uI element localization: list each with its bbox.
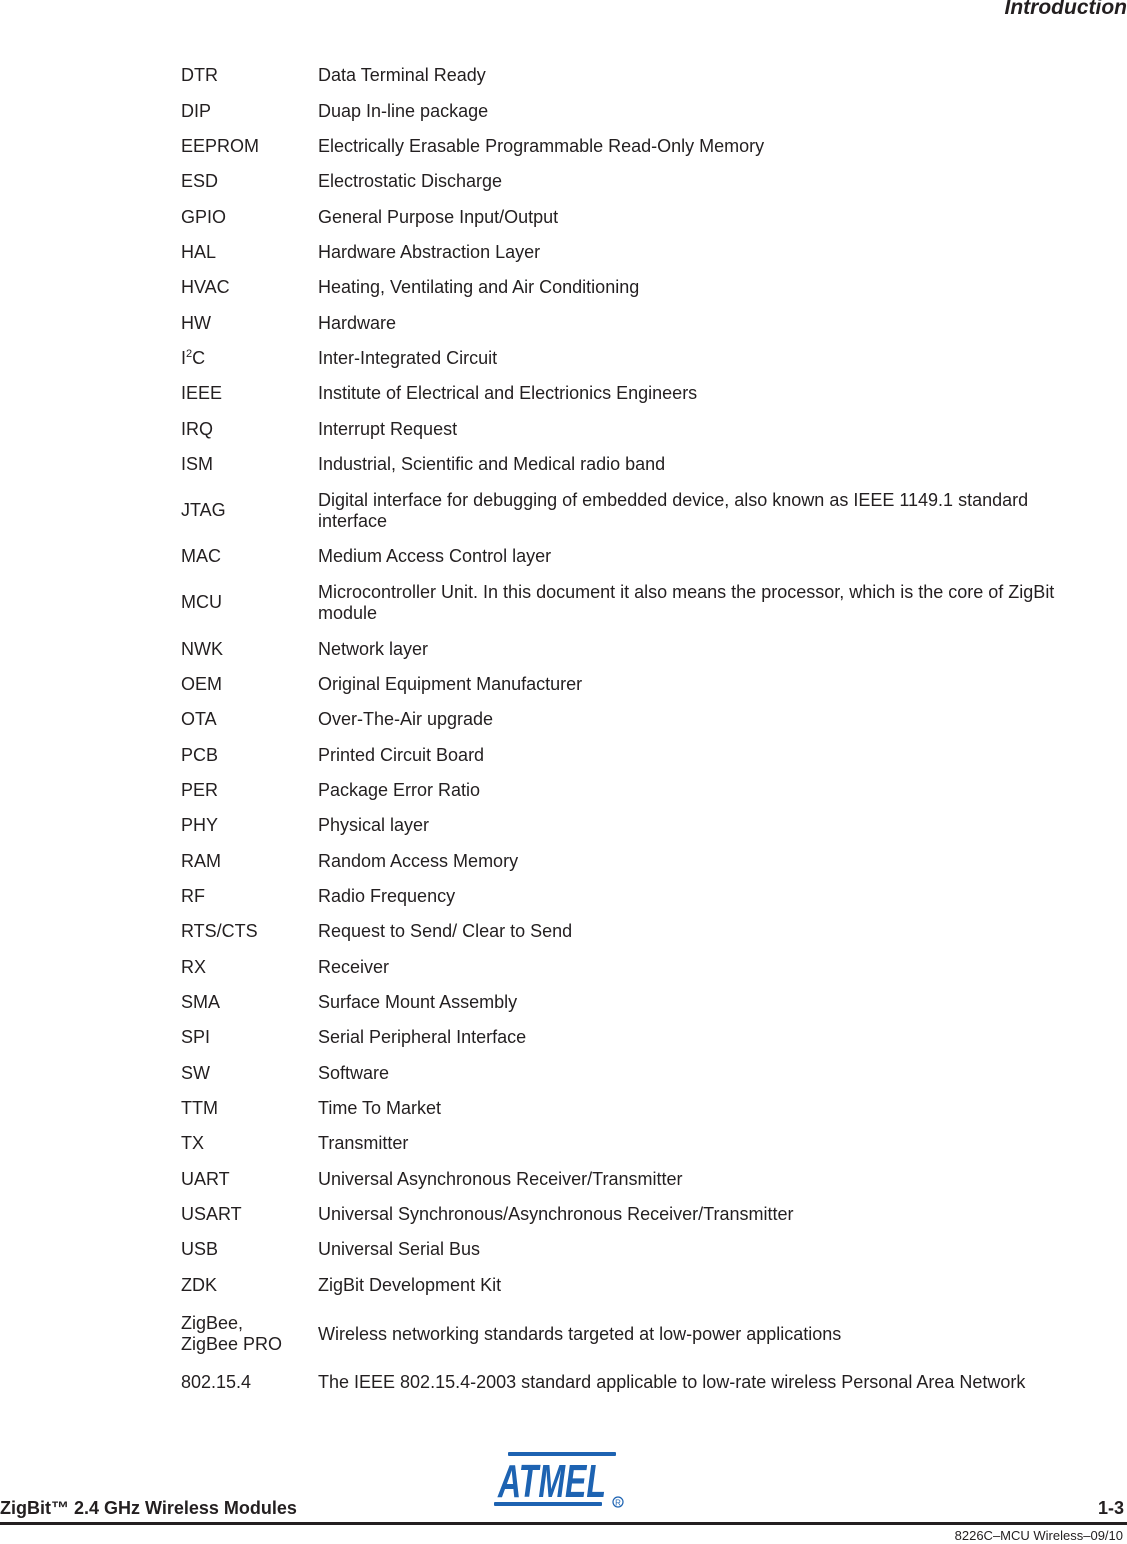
abbreviation-definition: Request to Send/ Clear to Send <box>318 921 573 942</box>
footer-product-name: ZigBit™ 2.4 GHz Wireless Modules <box>0 1498 297 1518</box>
abbreviation-term: PHY <box>181 815 219 836</box>
abbreviation-row <box>181 447 1101 482</box>
abbreviation-term: $I^2C$ <box>181 347 206 368</box>
abbreviation-definition: The IEEE 802.15.4-2003 standard applicable to low-rate wireless Personal Area Network <box>318 1372 1026 1393</box>
abbreviation-definition: Heating, Ventilating and Air Conditioning <box>318 277 640 298</box>
abbreviation-definition: Original Equipment Manufacturer <box>318 673 583 694</box>
abbreviation-definition: Electrically Erasable Programmable Read-Only Memory <box>318 135 765 156</box>
abbreviation-term: ISM <box>181 453 214 474</box>
abbreviation-definition: Wireless networking standards targeted at low-power applications <box>318 1323 842 1344</box>
abbreviation-term: HAL <box>181 241 217 262</box>
abbreviation-definition: Microcontroller Unit. In this document it also means the processor, which is the core of ZigBit module <box>318 581 1055 623</box>
abbreviation-term: GPIO <box>181 206 227 227</box>
abbreviation-definition: Over-The-Air upgrade <box>318 709 494 730</box>
abbreviation-definition: Interrupt Request <box>318 418 458 439</box>
abbreviation-row <box>181 702 1101 737</box>
abbreviation-term: EEPROM <box>181 135 260 156</box>
abbreviation-row <box>181 164 1101 199</box>
abbreviation-term: IEEE <box>181 383 223 404</box>
footer-rule <box>0 1522 1127 1525</box>
abbreviation-definition: Electrostatic Discharge <box>318 171 503 192</box>
abbreviation-row <box>181 1303 1101 1365</box>
abbreviation-definition: Serial Peripheral Interface <box>318 1027 527 1048</box>
abbreviation-term: SW <box>181 1062 210 1083</box>
abbreviation-definition: Universal Synchronous/Asynchronous Receiver/Transmitter <box>318 1204 794 1225</box>
abbreviation-definition: Inter-Integrated Circuit <box>318 347 498 368</box>
abbreviation-definition: Radio Frequency <box>318 886 456 907</box>
abbreviation-definition: Printed Circuit Board <box>318 744 485 765</box>
abbreviation-term: USART <box>181 1204 242 1225</box>
abbreviation-row <box>181 129 1101 164</box>
abbreviation-row <box>181 985 1101 1020</box>
abbreviation-row <box>181 376 1101 411</box>
abbreviation-term: RAM <box>181 850 221 871</box>
abbreviation-definition: Hardware <box>318 312 397 333</box>
abbreviation-term: USB <box>181 1239 219 1260</box>
abbreviation-row <box>181 341 1101 376</box>
abbreviation-definition: General Purpose Input/Output <box>318 206 559 227</box>
abbreviation-term: 802.15.4 <box>181 1372 252 1393</box>
abbreviation-row <box>181 199 1101 234</box>
section-title: Introduction <box>1004 0 1127 19</box>
abbreviation-row <box>181 235 1101 270</box>
abbreviation-definition: Random Access Memory <box>318 850 519 871</box>
abbreviation-row <box>181 914 1101 949</box>
abbreviation-definition: Digital interface for debugging of embedded device, also known as IEEE 1149.1 standard interface <box>318 489 1029 531</box>
abbreviation-row <box>181 539 1101 574</box>
abbreviation-row <box>181 1091 1101 1126</box>
abbreviation-row <box>181 808 1101 843</box>
abbreviation-definition: Transmitter <box>318 1133 409 1154</box>
abbreviation-term: OEM <box>181 673 223 694</box>
page-number: 1-3 <box>1097 1498 1124 1518</box>
logo-wordmark: ATMEL <box>497 1455 606 1507</box>
abbreviation-row <box>181 58 1101 93</box>
abbreviation-term: SPI <box>181 1027 211 1048</box>
abbreviation-term: RTS/CTS <box>181 921 258 942</box>
abbreviation-row <box>181 1232 1101 1267</box>
abbreviation-row <box>181 305 1101 340</box>
abbreviation-definition: Receiver <box>318 956 390 977</box>
abbreviation-row <box>181 1126 1101 1161</box>
abbreviation-term: OTA <box>181 709 217 730</box>
abbreviation-row <box>181 1268 1101 1303</box>
abbreviation-term: PCB <box>181 744 219 765</box>
abbreviation-definition: Software <box>318 1062 390 1083</box>
abbreviation-row <box>181 1197 1101 1232</box>
abbreviation-row <box>181 1056 1101 1091</box>
abbreviation-term: RF <box>181 886 205 907</box>
abbreviation-row <box>181 773 1101 808</box>
abbreviation-row <box>181 93 1101 128</box>
abbreviation-term: TX <box>181 1133 205 1154</box>
abbreviation-term: RX <box>181 956 207 977</box>
abbreviation-definition: Package Error Ratio <box>318 780 481 801</box>
abbreviation-term: PER <box>181 780 219 801</box>
abbreviation-term: ZigBee, ZigBee PRO <box>181 1313 283 1354</box>
abbreviation-row <box>181 844 1101 879</box>
abbreviation-definition: Duap In-line package <box>318 100 489 121</box>
abbreviation-definition: Hardware Abstraction Layer <box>318 241 541 262</box>
abbreviation-definition: Network layer <box>318 638 429 659</box>
abbreviation-definition: Surface Mount Assembly <box>318 992 518 1013</box>
abbreviation-term: ESD <box>181 171 219 192</box>
abbreviation-definition: ZigBit Development Kit <box>318 1274 502 1295</box>
abbreviation-row <box>181 667 1101 702</box>
abbreviation-row <box>181 738 1101 773</box>
abbreviation-term: UART <box>181 1168 230 1189</box>
abbreviation-term: MAC <box>181 546 221 567</box>
atmel-logo <box>494 1451 624 1521</box>
abbreviation-row <box>181 631 1101 666</box>
abbreviation-term: DTR <box>181 65 218 86</box>
abbreviation-definition: Data Terminal Ready <box>318 65 486 86</box>
abbreviation-definition: Universal Serial Bus <box>318 1239 481 1260</box>
abbreviation-term: DIP <box>181 100 212 121</box>
abbreviation-term: ZDK <box>181 1274 217 1295</box>
abbreviation-row <box>181 950 1101 985</box>
abbreviation-row <box>181 1365 1101 1400</box>
abbreviation-row <box>181 482 1101 539</box>
abbreviation-row <box>181 1020 1101 1055</box>
abbreviation-term: SMA <box>181 992 221 1013</box>
abbreviation-row <box>181 411 1101 446</box>
abbreviation-term: MCU <box>181 592 222 613</box>
abbreviation-definition: Medium Access Control layer <box>318 546 552 567</box>
abbreviation-definition: Industrial, Scientific and Medical radio band <box>318 453 666 474</box>
abbreviation-term: IRQ <box>181 418 214 439</box>
abbreviation-definition: Physical layer <box>318 815 430 836</box>
registered-mark: R <box>615 1498 621 1508</box>
abbreviation-term: HVAC <box>181 277 230 298</box>
abbreviation-row <box>181 574 1101 631</box>
abbreviation-list <box>181 58 1101 1400</box>
abbreviation-term: HW <box>181 312 211 333</box>
abbreviation-row <box>181 879 1101 914</box>
abbreviation-term: TTM <box>181 1098 218 1119</box>
abbreviation-term: JTAG <box>181 500 226 521</box>
abbreviation-definition: Time To Market <box>318 1098 442 1119</box>
abbreviation-row <box>181 1162 1101 1197</box>
abbreviation-term: NWK <box>181 638 223 659</box>
abbreviation-definition: Universal Asynchronous Receiver/Transmitter <box>318 1168 683 1189</box>
abbreviation-row <box>181 270 1101 305</box>
document-number: 8226C–MCU Wireless–09/10 <box>954 1528 1123 1543</box>
abbreviation-definition: Institute of Electrical and Electrionics Engineers <box>318 383 698 404</box>
